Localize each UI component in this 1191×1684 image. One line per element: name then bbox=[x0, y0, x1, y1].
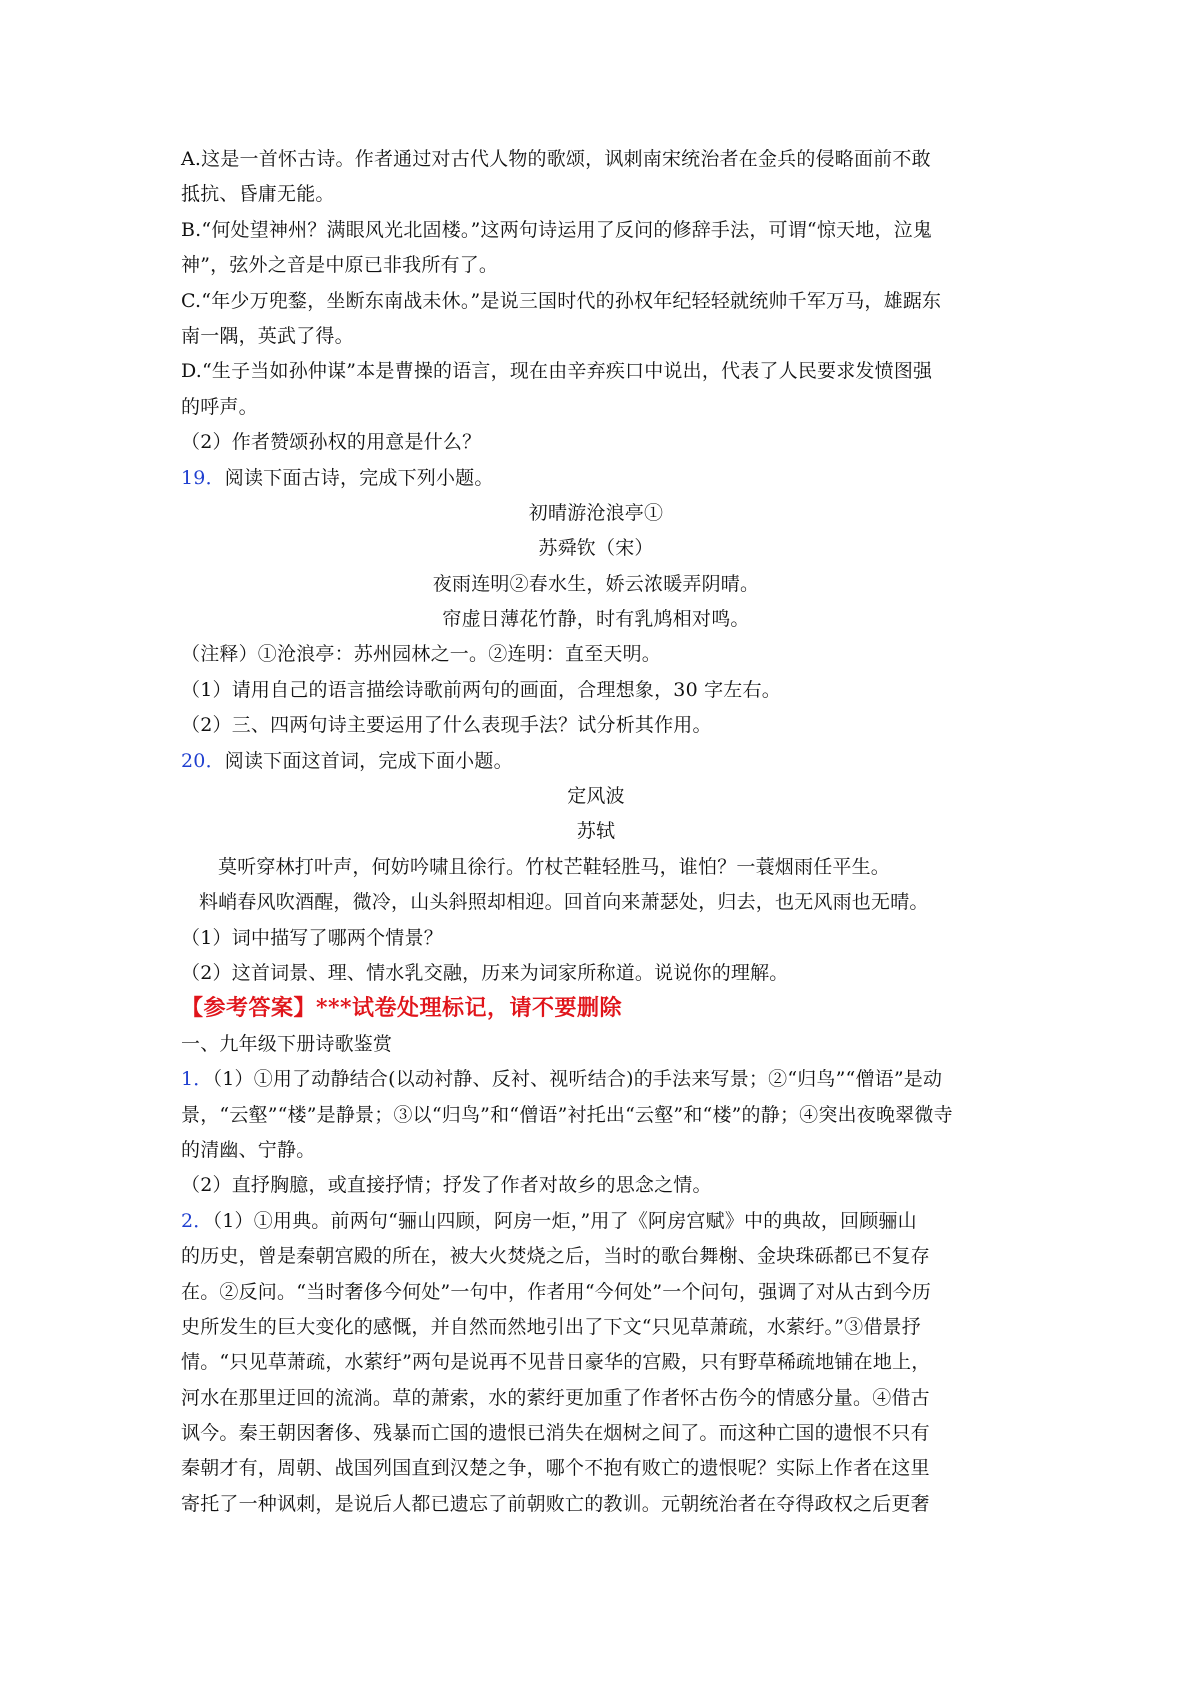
option-c-line-2: 南一隅，英武了得。 bbox=[181, 324, 354, 347]
option-b-line-2: 神”，弦外之音是中原已非我所有了。 bbox=[181, 254, 499, 277]
poem-19-line-1: 夜雨连明②春水生，娇云浓暖弄阴晴。 bbox=[432, 572, 760, 595]
option-b-line-1: B.“何处望神州？满眼风光北固楼。”这两句诗运用了反问的修辞手法，可谓“惊天地，泣鬼 bbox=[181, 218, 933, 241]
option-d-line-1: D.“生子当如孙仲谋”本是曹操的语言，现在由辛弃疾口中说出，代表了人民要求发愤图强 bbox=[181, 360, 933, 383]
answer-1-sub-2: （2）直抒胸臆，或直接抒情；抒发了作者对故乡的思念之情。 bbox=[181, 1174, 712, 1197]
option-a-line-2: 抵抗、昏庸无能。 bbox=[181, 183, 335, 206]
answer-2-line-8: 秦朝才有，周朝、战国列国直到汉楚之争，哪个不抱有败亡的遗恨呢？实际上作者在这里 bbox=[181, 1457, 930, 1480]
document-page bbox=[181, 142, 1011, 1522]
answer-1-number: 1． bbox=[181, 1068, 213, 1091]
question-19-number: 19． bbox=[181, 466, 225, 489]
poem-20-title: 定风波 bbox=[567, 785, 625, 808]
option-a-line-1: A.这是一首怀古诗。作者通过对古代人物的歌颂，讽刺南宋统治者在金兵的侵略面前不敢 bbox=[181, 148, 931, 170]
question-20 bbox=[181, 744, 1011, 779]
answer-2-number: 2． bbox=[181, 1209, 213, 1232]
poem-20-line-1: 莫听穿林打叶声，何妨吟啸且徐行。竹杖芒鞋轻胜马，谁怕？一蓑烟雨任平生。 bbox=[218, 855, 891, 878]
answer-2-line-5: 情。“只见草萧疏，水萦纡”两句是说再不见昔日豪华的宫殿，只有野草稀疏地铺在地上， bbox=[181, 1351, 931, 1374]
answer-2-line-1 bbox=[181, 1204, 1011, 1239]
question-19-sub-2: （2）三、四两句诗主要运用了什么表现手法？试分析其作用。 bbox=[181, 714, 712, 737]
answer-1-line-1 bbox=[181, 1062, 1011, 1097]
answer-1-line-3: 的清幽、宁静。 bbox=[181, 1138, 316, 1161]
question-20-text: 阅读下面这首词，完成下面小题。 bbox=[224, 749, 513, 772]
answer-2-line-6: 河水在那里迂回的流淌。草的萧索，水的萦纡更加重了作者怀古伤今的情感分量。④借古 bbox=[181, 1386, 930, 1409]
answer-1-text-1: （1）①用了动静结合(以动衬静、反衬、视听结合)的手法来写景；②“归鸟”“僧语”是动 bbox=[212, 1068, 943, 1091]
question-20-number: 20． bbox=[181, 749, 225, 772]
question-19-sub-1: （1）请用自己的语言描绘诗歌前两句的画面，合理想象，30 字左右。 bbox=[181, 678, 781, 701]
question-20-sub-2: （2）这首词景、理、情水乳交融，历来为词家所称道。说说你的理解。 bbox=[181, 961, 789, 984]
option-d-line-2: 的呼声。 bbox=[181, 395, 258, 418]
question-20-sub-1: （1）词中描写了哪两个情景？ bbox=[181, 926, 443, 949]
answer-1-line-2: 景，“云壑”“楼”是静景；③以“归鸟”和“僧语”衬托出“云壑”和“楼”的静；④突出夜晚翠微寺 bbox=[181, 1103, 953, 1126]
poem-19-title: 初晴游沧浪亭① bbox=[528, 501, 664, 524]
poem-19-author: 苏舜钦（宋） bbox=[538, 537, 654, 560]
poem-20-author: 苏轼 bbox=[576, 820, 616, 843]
question-18-sub-2: （2）作者赞颂孙权的用意是什么？ bbox=[181, 431, 482, 454]
answer-header: 【参考答案】***试卷处理标记，请不要删除 bbox=[181, 995, 623, 1022]
answer-2-text-1: （1）①用典。前两句“骊山四顾，阿房一炬，”用了《阿房宫赋》中的典故，回顾骊山 bbox=[212, 1209, 917, 1232]
answer-2-line-7: 讽今。秦王朝因奢侈、残暴而亡国的遗恨已消失在烟树之间了。而这种亡国的遗恨不只有 bbox=[181, 1422, 930, 1445]
option-c-line-1: C.“年少万兜鍪，坐断东南战未休。”是说三国时代的孙权年纪轻轻就统帅千军万马，雄踞东 bbox=[181, 289, 942, 312]
poem-19-line-2: 帘虚日薄花竹静，时有乳鸠相对鸣。 bbox=[442, 608, 750, 631]
answer-2-line-2: 的历史，曾是秦朝宫殿的所在，被大火焚烧之后，当时的歌台舞榭、金块珠砾都已不复存 bbox=[181, 1245, 930, 1268]
poem-20-line-2: 料峭春风吹酒醒，微冷，山头斜照却相迎。回首向来萧瑟处，归去，也无风雨也无晴。 bbox=[199, 891, 929, 914]
poem-19-note: （注释）①沧浪亭：苏州园林之一。②连明：直至天明。 bbox=[181, 643, 662, 666]
answer-2-line-3: 在。②反问。“当时奢侈今何处”一句中，作者用“今何处”一个问句，强调了对从古到今历 bbox=[181, 1280, 932, 1303]
question-19-text: 阅读下面古诗，完成下列小题。 bbox=[224, 466, 494, 489]
answer-2-line-4: 史所发生的巨大变化的感慨，并自然而然地引出了下文“只见草萧疏，水萦纡。”③借景抒 bbox=[181, 1315, 921, 1338]
question-19 bbox=[181, 461, 1011, 496]
answer-2-line-9: 寄托了一种讽刺，是说后人都已遗忘了前朝败亡的教训。元朝统治者在夺得政权之后更奢 bbox=[181, 1492, 930, 1515]
section-title: 一、九年级下册诗歌鉴赏 bbox=[181, 1032, 393, 1055]
